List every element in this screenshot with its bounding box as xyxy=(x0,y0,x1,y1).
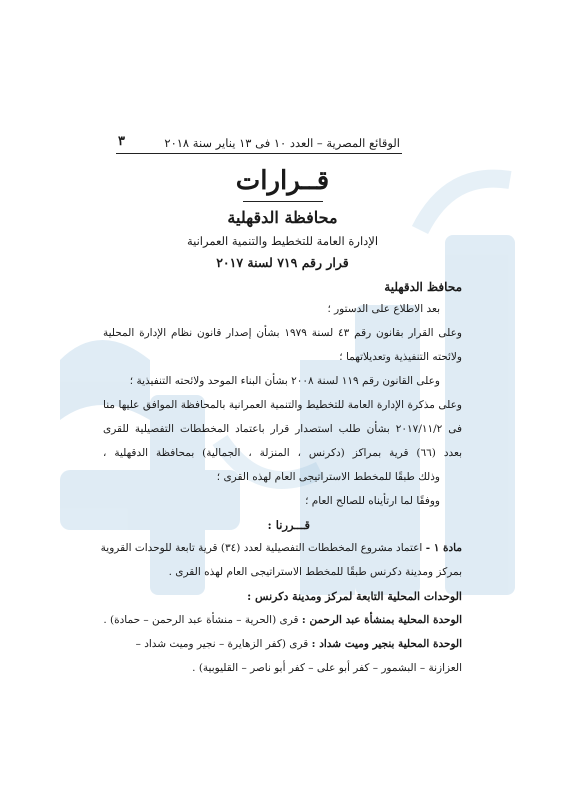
preamble-line: وعلى القرار بقانون رقم ٤٣ لسنة ١٩٧٩ بشأن إصدار قانون نظام الإدارة المحلية xyxy=(103,327,462,339)
preamble-line: بعد الاطلاع على الدستور ؛ xyxy=(327,303,440,315)
running-header: الوقائع المصرية – العدد ١٠ فى ١٣ يناير سنة ٢٠١٨ xyxy=(164,136,400,150)
unit-1-line xyxy=(103,614,462,626)
article-1-line xyxy=(101,542,462,554)
unit-2-villages: العزازنة – البشمور – كفر أبو على – كفر أبو ناصر – القليوبية) . xyxy=(192,662,462,674)
preamble-line: ولائحته التنفيذية وتعديلاتهما ؛ xyxy=(339,351,462,363)
unit-1-villages: قرى (الحرية – منشأة عبد الرحمن – حمادة) . xyxy=(103,614,299,626)
preamble-line: وعلى مذكرة الإدارة العامة للتخطيط والتنمية العمرانية بالمحافظة الموافق عليها منا xyxy=(103,399,462,411)
title-underline xyxy=(243,201,323,202)
preamble-line: ووفقًا لما ارتأيناه للصالح العام ؛ xyxy=(305,495,440,507)
unit-2-label: الوحدة المحلية بنجير وميت شداد : xyxy=(311,638,462,650)
unit-2-line xyxy=(136,638,462,650)
unit-2-villages: قرى (كفر الزهايرة – نجير وميت شداد – xyxy=(135,638,309,650)
page-number: ٣ xyxy=(118,134,125,149)
preamble-line: وعلى القانون رقم ١١٩ لسنة ٢٠٠٨ بشأن البناء الموحد ولائحته التنفيذية ؛ xyxy=(129,375,440,387)
issuer-heading: محافظ الدقهلية xyxy=(384,280,462,294)
decided-heading: قـــررنا : xyxy=(267,518,310,532)
unit-1-label: الوحدة المحلية بمنشأة عبد الرحمن : xyxy=(301,614,462,626)
units-heading: الوحدات المحلية التابعة لمركز ومدينة دكرنس : xyxy=(247,590,462,603)
governorate-heading: محافظة الدقهلية xyxy=(227,208,338,227)
article-1-text: بمركز ومدينة دكرنس طبقًا للمخطط الاستراتيجى العام لهذه القرى . xyxy=(168,566,462,578)
page-title: قــرارات xyxy=(235,166,330,196)
article-1-text: اعتماد مشروع المخططات التفصيلية لعدد (٣٤) قرية تابعة للوحدات القروية xyxy=(100,542,423,554)
department-heading: الإدارة العامة للتخطيط والتنمية العمرانية xyxy=(186,234,379,248)
preamble-line: وذلك طبقًا للمخطط الاستراتيجى العام لهذه القرى ؛ xyxy=(216,471,440,483)
header-divider xyxy=(116,153,402,154)
preamble-line: فى ٢٠١٧/١١/٢ بشأن طلب استصدار قرار باعتماد المخططات التفصيلية للقرى xyxy=(103,423,462,435)
preamble-line: بعدد (٦٦) قرية بمراكز (دكرنس ، المنزلة ، الجمالية) بمحافظة الدقهلية ، xyxy=(103,447,462,459)
article-1-label: مادة ١ - xyxy=(425,542,462,554)
decision-number: قرار رقم ٧١٩ لسنة ٢٠١٧ xyxy=(216,255,349,270)
